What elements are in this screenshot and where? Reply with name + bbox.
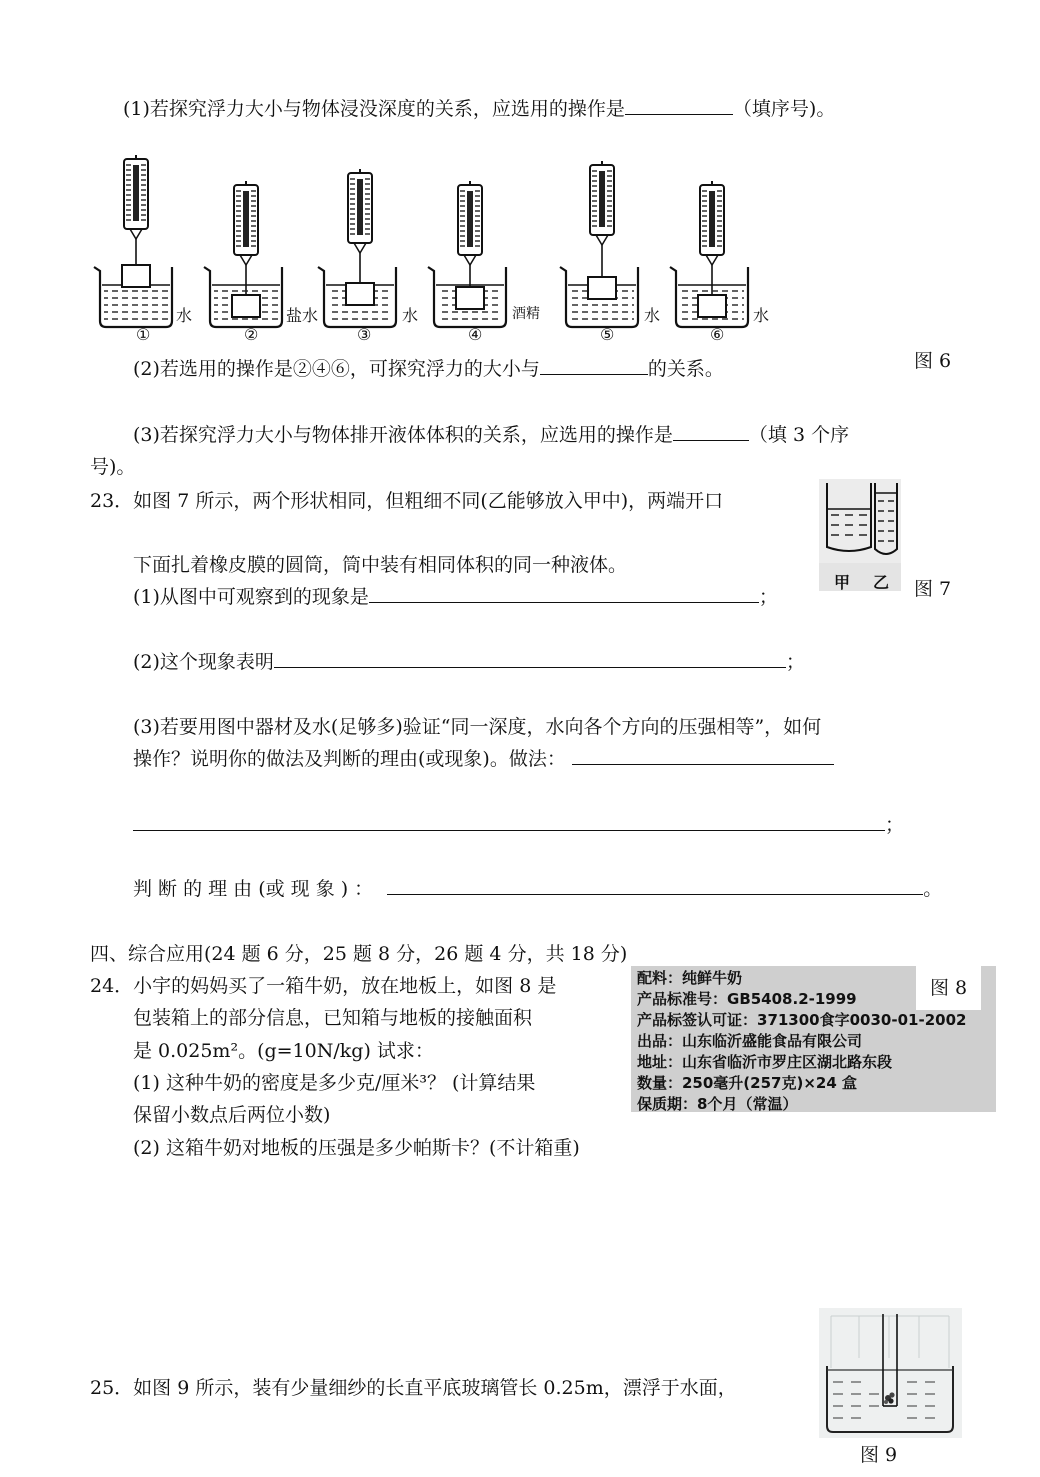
beaker-set-6 xyxy=(670,181,748,327)
label-line: 产品标准号：GB5408.2-1999 xyxy=(637,990,857,1008)
q22-part3-text: (3)若探究浮力大小与物体排开液体体积的关系，应选用的操作是 xyxy=(133,424,673,446)
label-line: 数量：250毫升(257克)×24 盒 xyxy=(637,1074,857,1092)
figure-6 xyxy=(92,155,782,345)
q23-part3-line1: (3)若要用图中器材及水(足够多)验证“同一深度，水向各个方向的压强相等”，如何 xyxy=(133,716,822,738)
figure-9 xyxy=(819,1308,962,1438)
beaker-2-liquid: 盐水 xyxy=(286,306,319,325)
q23-reason-text: 判 断 的 理 由 (或 现 象 ) ： xyxy=(133,878,374,900)
q24-line3: 是 0.025m²。(g=10N/kg) 试求： xyxy=(133,1040,434,1062)
q22-part2-text: (2)若选用的操作是②④⑥，可探究浮力的大小与 xyxy=(133,358,540,380)
beaker-6-liquid: 水 xyxy=(753,306,770,325)
beaker-2-number: ② xyxy=(244,325,259,344)
beaker-1-number: ① xyxy=(136,325,151,344)
beaker-4-number: ④ xyxy=(468,325,483,344)
section-4-heading: 四、综合应用(24 题 6 分，25 题 8 分，26 题 4 分，共 18 分) xyxy=(90,943,628,965)
label-line: 保质期：8个月（常温） xyxy=(637,1095,798,1112)
label-line: 出品：山东临沂盛能食品有限公司 xyxy=(637,1032,863,1050)
beaker-3-number: ③ xyxy=(357,325,372,344)
fig9-label: 图 9 xyxy=(860,1444,898,1466)
q22-answer-blank-2[interactable] xyxy=(540,356,648,375)
beaker-4-liquid: 酒精 xyxy=(512,306,540,322)
q24-line2: 包装箱上的部分信息，已知箱与地板的接触面积 xyxy=(133,1007,533,1029)
q24-line6: (2) 这箱牛奶对地板的压强是多少帕斯卡？(不计箱重) xyxy=(133,1137,580,1159)
fig7-jia-label: 甲 xyxy=(834,573,851,592)
beaker-5-liquid: 水 xyxy=(644,306,661,325)
q22-part2 xyxy=(133,354,724,381)
q22-part1-tail: （填序号)。 xyxy=(732,98,836,120)
q23-reason-end: 。 xyxy=(923,878,943,900)
beaker-1-liquid: 水 xyxy=(176,306,193,325)
beaker-3-liquid: 水 xyxy=(402,306,419,325)
q23-answer-blank-2[interactable] xyxy=(274,649,786,668)
q24-line1: 24．小宇的妈妈买了一箱牛奶，放在地板上，如图 8 是 xyxy=(90,975,557,997)
q23-method-blank-2[interactable] xyxy=(133,812,885,831)
fig6-label: 图 6 xyxy=(914,350,952,372)
q24-line4: (1) 这种牛奶的密度是多少克/厘米³？ (计算结果 xyxy=(133,1072,536,1094)
q23-part1-end: ； xyxy=(758,586,778,608)
q22-part3-tail: （填 3 个序 xyxy=(748,424,850,446)
q22-answer-blank-3[interactable] xyxy=(673,422,749,441)
beaker-set-5 xyxy=(560,161,638,327)
q22-part1 xyxy=(123,94,835,121)
q22-answer-blank-1[interactable] xyxy=(625,96,733,115)
beaker-6-number: ⑥ xyxy=(710,325,725,344)
q23-answer-blank-1[interactable] xyxy=(369,584,759,603)
beaker-5-number: ⑤ xyxy=(600,325,615,344)
fig7-label: 图 7 xyxy=(914,578,952,600)
q23-reason-blank[interactable] xyxy=(387,876,923,895)
q22-part3 xyxy=(133,420,849,447)
q23-method-blank-1[interactable] xyxy=(572,746,834,765)
q22-part3-continued: 号)。 xyxy=(90,456,136,478)
q23-part2 xyxy=(133,647,805,674)
q23-reason xyxy=(133,874,942,901)
q22-part2-tail: 的关系。 xyxy=(647,358,724,380)
q23-part1-text: (1)从图中可观察到的现象是 xyxy=(133,586,369,608)
q23-part2-text: (2)这个现象表明 xyxy=(133,651,274,673)
beaker-set-4 xyxy=(428,181,506,327)
q24-line5: 保留小数点后两位小数) xyxy=(133,1104,331,1126)
figure-9-drawing xyxy=(819,1308,962,1438)
q23-part3-line2-text: 操作？说明你的做法及判断的理由(或现象)。做法： xyxy=(133,748,566,770)
q23-part2-end: ； xyxy=(785,651,805,673)
label-line: 配料：纯鲜牛奶 xyxy=(637,969,743,987)
beaker-set-2 xyxy=(204,181,282,327)
figure-6-drawing xyxy=(92,155,782,345)
fig8-label: 图 8 xyxy=(916,966,981,1010)
q23-part3-line2 xyxy=(133,744,834,771)
beaker-set-1 xyxy=(94,155,172,327)
beaker-set-3 xyxy=(318,169,396,327)
q23-line1: 23．如图 7 所示，两个形状相同，但粗细不同(乙能够放入甲中)，两端开口 xyxy=(90,490,724,512)
q23-part3-end: ； xyxy=(885,814,905,836)
label-line: 地址：山东省临沂市罗庄区湖北路东段 xyxy=(637,1053,893,1071)
q23-part1 xyxy=(133,582,778,609)
q22-part1-text: (1)若探究浮力大小与物体浸没深度的关系，应选用的操作是 xyxy=(123,98,625,120)
q23-method-line2 xyxy=(133,810,904,837)
q23-line2: 下面扎着橡皮膜的圆筒，筒中装有相同体积的同一种液体。 xyxy=(133,554,628,576)
q25-line1: 25．如图 9 所示，装有少量细纱的长直平底玻璃管长 0.25m，漂浮于水面， xyxy=(90,1377,737,1399)
label-line: 产品标签认可证：371300食字0030-01-2002 xyxy=(637,1011,967,1029)
fig7-yi-label: 乙 xyxy=(873,573,890,592)
